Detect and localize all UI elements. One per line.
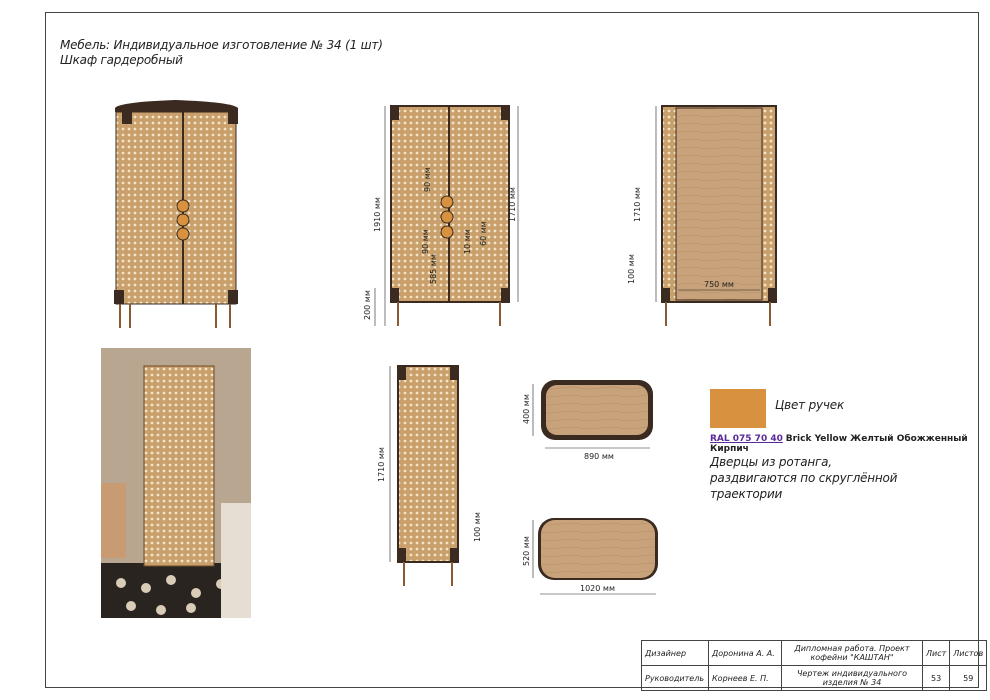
- interior-render: [101, 348, 251, 618]
- title-line-2: Шкаф гардеробный: [60, 53, 183, 67]
- dim-back-height: 1710 мм: [633, 187, 642, 222]
- doors-note: Дверцы из ротанга, раздвигаются по скруглённой траектории: [710, 455, 898, 501]
- stamp-designer-name: Доронина А. А.: [709, 641, 782, 666]
- dim-handle-lower: 90 мм: [421, 229, 430, 254]
- dim-top1-width: 890 мм: [584, 452, 614, 461]
- dim-back-width: 750 мм: [704, 280, 734, 289]
- handle-color-label: Цвет ручек: [775, 398, 845, 412]
- cabinet-front-view: [363, 106, 518, 326]
- title-block: [641, 640, 987, 691]
- dim-handle-from-bottom: 585 мм: [429, 254, 438, 284]
- stamp-head-label: Руководитель: [642, 666, 709, 691]
- dim-top2-width: 1020 мм: [580, 584, 615, 593]
- stamp-sheets-label: Листов: [950, 641, 987, 666]
- top-view-1: [522, 380, 653, 461]
- dim-side-height: 1710 мм: [377, 447, 386, 482]
- cabinet-side-view: [377, 366, 482, 586]
- ral-line: [710, 434, 990, 454]
- dim-handle-gap: 10 мм: [463, 229, 472, 254]
- dim-top1-depth: 400 мм: [522, 394, 531, 424]
- dim-front-leg: 200 мм: [363, 290, 372, 320]
- stamp-sheet: 53: [923, 666, 950, 691]
- top-view-2: [522, 518, 658, 594]
- stamp-drawing: Чертеж индивидуального изделия № 34: [782, 666, 923, 691]
- handle-color-swatch: [710, 389, 766, 428]
- ral-name: Brick Yellow Желтый Обожженный Кирпич: [710, 434, 968, 454]
- ral-code-link[interactable]: RAL 075 70 40: [710, 434, 783, 444]
- dim-handle-width: 90 мм: [423, 167, 432, 192]
- dim-side-leg: 100 мм: [473, 512, 482, 542]
- dim-front-body: 1710 мм: [508, 187, 517, 222]
- dim-back-leg: 100 мм: [627, 254, 636, 284]
- stamp-head-name: Корнеев Е. П.: [709, 666, 782, 691]
- dim-top2-depth: 520 мм: [522, 536, 531, 566]
- stamp-designer-label: Дизайнер: [642, 641, 709, 666]
- stamp-project: Дипломная работа. Проект кофейни "КАШТАН": [782, 641, 923, 666]
- dim-handle-height: 60 мм: [479, 221, 488, 246]
- cabinet-back-view: [627, 106, 776, 326]
- dim-front-total: 1910 мм: [373, 197, 382, 232]
- stamp-sheet-label: Лист: [923, 641, 950, 666]
- title-line-1: Мебель: Индивидуальное изготовление № 34 (1 шт): [60, 38, 383, 52]
- cabinet-3d-view: [114, 100, 238, 328]
- stamp-sheets: 59: [950, 666, 987, 691]
